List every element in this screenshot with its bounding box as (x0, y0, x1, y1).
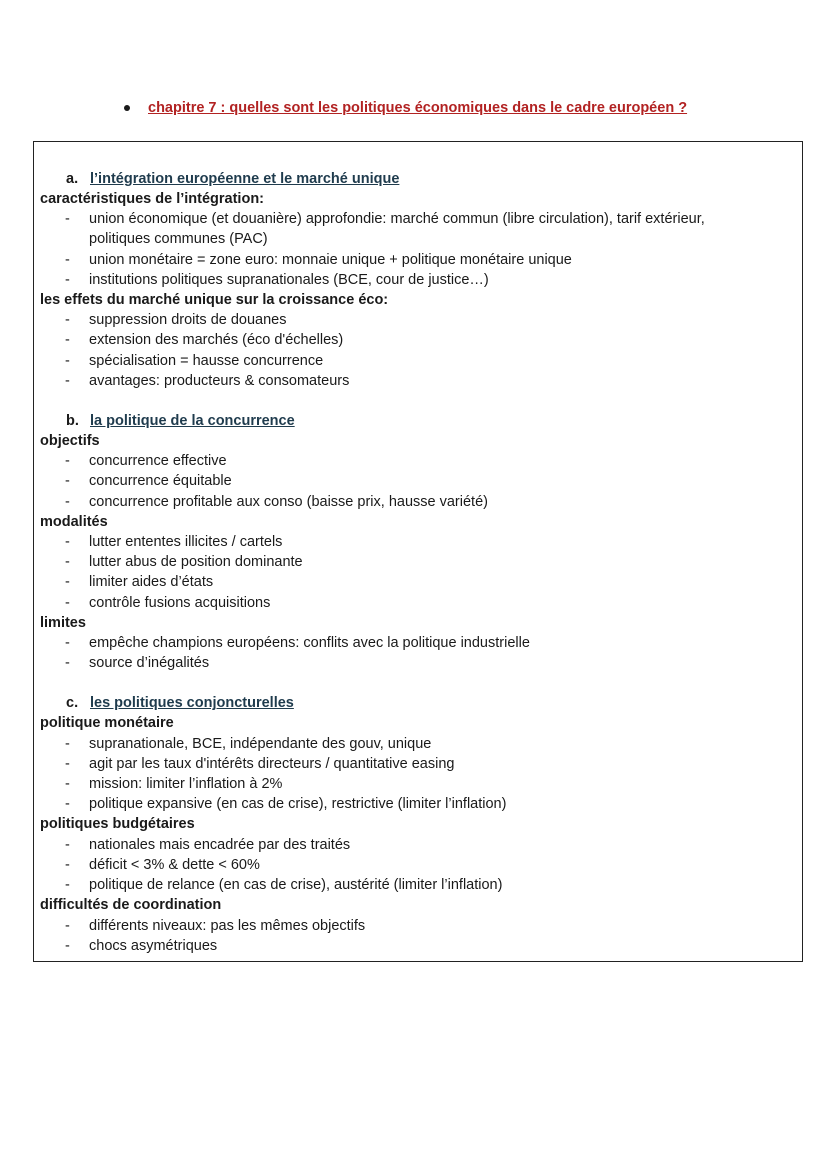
subheading: les effets du marché unique sur la croissance éco: (40, 292, 389, 309)
list-item (40, 916, 802, 936)
list-item-text: différents niveaux: pas les mêmes objectifs (89, 917, 366, 934)
list-item (40, 754, 802, 774)
section-title: l’intégration européenne et le marché unique (90, 171, 400, 187)
subheading: caractéristiques de l’intégration: (40, 191, 265, 207)
list-item-text: extension des marchés (éco d'échelles) (89, 332, 344, 349)
list-item-text: institutions politiques supranationales (BCE, cour de justice…) (89, 271, 489, 288)
list-item (40, 593, 802, 613)
list-item-text: union monétaire = zone euro: monnaie unique + politique monétaire unique (89, 251, 572, 268)
dash-bullet-icon: - (65, 836, 70, 853)
dash-bullet-icon: - (65, 594, 70, 611)
list-item (40, 572, 802, 592)
dash-bullet-icon: - (65, 312, 70, 329)
dash-bullet-icon: - (65, 271, 70, 288)
list-item-text: limiter aides d’états (89, 574, 214, 591)
dash-bullet-icon: - (65, 856, 70, 873)
section-letter: a. (66, 171, 79, 187)
list-item (40, 794, 802, 814)
list-item (40, 633, 802, 653)
section-letter: c. (66, 695, 79, 712)
list-item-text: source d’inégalités (89, 655, 210, 672)
dash-bullet-icon: - (65, 251, 70, 268)
section-heading (40, 411, 802, 431)
dash-bullet-icon: - (65, 574, 70, 591)
list-item-text: déficit < 3% & dette < 60% (89, 856, 260, 873)
dash-bullet-icon: - (65, 211, 70, 228)
chapter-title (124, 100, 687, 116)
section-title: la politique de la concurrence (90, 413, 295, 430)
dash-bullet-icon: - (65, 473, 70, 490)
list-item-text: politique de relance (en cas de crise), austérité (limiter l’inflation) (89, 877, 503, 894)
list-item-text: supranationale, BCE, indépendante des gouv, unique (89, 735, 432, 752)
dash-bullet-icon: - (65, 917, 70, 934)
dash-bullet-icon: - (65, 372, 70, 389)
list-item (40, 371, 802, 391)
list-item (40, 330, 802, 350)
subheading: modalités (40, 513, 108, 530)
subheading: objectifs (40, 433, 100, 450)
list-item (40, 936, 802, 956)
list-item (40, 774, 802, 794)
dash-bullet-icon: - (65, 493, 70, 510)
section-letter: b. (66, 413, 79, 430)
section-a (40, 169, 802, 391)
dash-bullet-icon: - (65, 755, 70, 772)
subheading: limites (40, 614, 86, 631)
dash-bullet-icon: - (65, 554, 70, 571)
list-item-text: politique expansive (en cas de crise), restrictive (limiter l’inflation) (89, 796, 507, 813)
list-item-text: avantages: producteurs & consomateurs (89, 372, 350, 389)
dash-bullet-icon: - (65, 776, 70, 793)
list-item (40, 875, 802, 895)
dash-bullet-icon: - (65, 796, 70, 813)
list-item-text: mission: limiter l’inflation à 2% (89, 776, 283, 793)
list-item (40, 310, 802, 330)
list-item-text: lutter ententes illicites / cartels (89, 534, 283, 551)
content-box (33, 141, 803, 962)
list-item-text: suppression droits de douanes (89, 312, 287, 329)
list-item (40, 552, 802, 572)
list-item-text: union économique (et douanière) approfondie: marché commun (libre circulation), tarif extérieur, politiques communes (PAC) (89, 211, 705, 248)
chapter-title-text: chapitre 7 : quelles sont les politiques économiques dans le cadre européen ? (148, 100, 688, 116)
dash-bullet-icon: - (65, 635, 70, 652)
section-title: les politiques conjoncturelles (90, 695, 294, 712)
list-item-text: agit par les taux d'intérêts directeurs / quantitative easing (89, 755, 455, 772)
dash-bullet-icon: - (65, 877, 70, 894)
list-item (40, 855, 802, 875)
list-item-text: concurrence profitable aux conso (baisse prix, hausse variété) (89, 493, 488, 510)
dash-bullet-icon: - (65, 735, 70, 752)
list-item-text: concurrence équitable (89, 473, 232, 490)
subheading: politique monétaire (40, 715, 174, 732)
list-item-text: spécialisation = hausse concurrence (89, 352, 324, 369)
dash-bullet-icon: - (65, 655, 70, 672)
list-item-text: contrôle fusions acquisitions (89, 594, 271, 611)
section-c (40, 693, 802, 955)
section-heading (40, 693, 802, 713)
dash-bullet-icon: - (65, 937, 70, 954)
list-item (40, 532, 802, 552)
section-heading (40, 169, 802, 189)
list-item (40, 471, 802, 491)
dash-bullet-icon: - (65, 534, 70, 551)
list-item (40, 734, 802, 754)
list-item-text: chocs asymétriques (89, 937, 218, 954)
list-item-text: nationales mais encadrée par des traités (89, 836, 351, 853)
dash-bullet-icon: - (65, 332, 70, 349)
list-item (40, 835, 802, 855)
subheading: difficultés de coordination (40, 897, 222, 914)
list-item (40, 451, 802, 471)
dash-bullet-icon: - (65, 352, 70, 369)
section-b (40, 411, 802, 673)
bullet-icon (124, 105, 130, 111)
list-item-text: lutter abus de position dominante (89, 554, 303, 571)
list-item-text: empêche champions européens: conflits avec la politique industrielle (89, 635, 530, 652)
list-item (40, 250, 802, 270)
list-item (40, 209, 802, 249)
list-item (40, 270, 802, 290)
list-item (40, 653, 802, 673)
list-item-text: concurrence effective (89, 453, 227, 470)
dash-bullet-icon: - (65, 453, 70, 470)
list-item (40, 492, 802, 512)
list-item (40, 351, 802, 371)
subheading: politiques budgétaires (40, 816, 195, 833)
